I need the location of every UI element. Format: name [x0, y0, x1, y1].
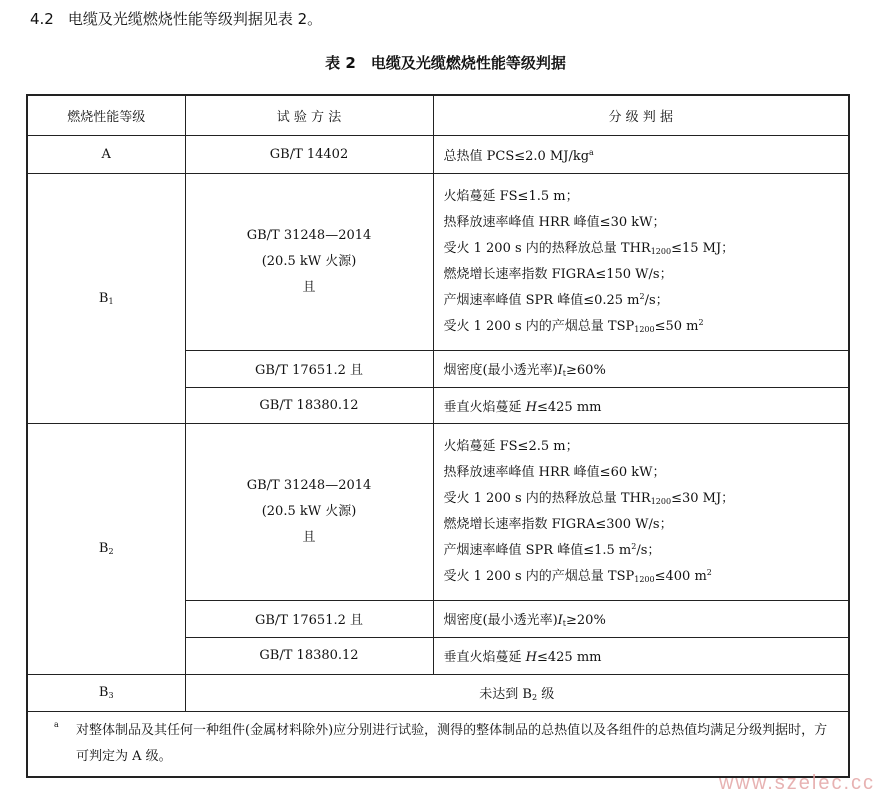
- table-caption: 表 2 电缆及光缆燃烧性能等级判据: [325, 54, 566, 72]
- criterion-b1-smoke: 烟密度(最小透光率)$I_t\ge 60\%$: [433, 350, 849, 387]
- criterion-line: 火焰蔓延 FS≤2.5 m；: [443, 438, 579, 454]
- criterion-b2-vertical: 垂直火焰蔓延 H≤425 mm: [433, 637, 849, 674]
- header-row: [27, 95, 849, 135]
- section-number: 4.2: [30, 10, 54, 28]
- grade-b1: $B_1$: [27, 173, 185, 423]
- criterion-line: 受火 1 200 s 内的热释放总量 $THR_{1200}\le 15$ MJ；: [443, 240, 735, 256]
- criteria-b2: [433, 423, 849, 600]
- method-b1: GB/T 31248—2014 (20.5 kW 火源) 且: [185, 173, 433, 350]
- criterion-line: 产烟速率峰值 SPR 峰值≤1.5 $m^2/s$；: [443, 541, 661, 558]
- criterion-line: 受火 1 200 s 内的热释放总量 $THR_{1200}\le 30$ MJ；: [443, 490, 735, 506]
- footnote-ref: a: [589, 147, 594, 157]
- footnote-text: 对整体制品及其任何一种组件(金属材料除外)应分别进行试验，测得的整体制品的总热值以及各组件的总热值均满足分级判据时，方可判定为 A 级。: [76, 722, 828, 764]
- row-b2-main: [27, 423, 849, 600]
- grade-b2: $B_2$: [27, 423, 185, 674]
- row-a: [27, 135, 849, 173]
- grade-a: A: [27, 135, 185, 173]
- footnote-mark: a: [54, 719, 59, 729]
- criterion-line: 热释放速率峰值 HRR 峰值≤30 kW；: [443, 214, 666, 230]
- criterion-b2-smoke: 烟密度(最小透光率)$I_t\ge 20\%$: [433, 600, 849, 637]
- row-b1-main: [27, 173, 849, 350]
- watermark: www.szelec.cc: [718, 772, 875, 794]
- criterion-line: 热释放速率峰值 HRR 峰值≤60 kW；: [443, 464, 666, 480]
- criterion-line: 燃烧增长速率指数 FIGRA≤150 W/s；: [443, 266, 673, 282]
- header-method: 试 验 方 法: [185, 95, 433, 135]
- criterion-line: 受火 1 200 s 内的产烟总量 $TSP_{1200}\le 50$ $m^2$: [443, 317, 704, 334]
- criterion-a: 总热值 PCS≤2.0 $MJ/kg^a$: [433, 135, 849, 173]
- intro-text: 电缆及光缆燃烧性能等级判据见表 2。: [67, 10, 323, 28]
- criterion-b3: 未达到 $B_2$ 级: [185, 674, 849, 711]
- criterion-line: 燃烧增长速率指数 FIGRA≤300 W/s；: [443, 516, 673, 532]
- intro-line: [30, 8, 322, 29]
- footnote: [27, 711, 849, 777]
- header-grade: 燃烧性能等级: [27, 95, 185, 135]
- method-b2-vertical: GB/T 18380.12: [185, 637, 433, 674]
- footnote-row: [27, 711, 849, 777]
- grade-b3: $B_3$: [27, 674, 185, 711]
- method-b1-smoke: GB/T 17651.2 且: [185, 350, 433, 387]
- criterion-line: 受火 1 200 s 内的产烟总量 $TSP_{1200}\le 400$ $m^2$: [443, 567, 712, 584]
- method-a: GB/T 14402: [185, 135, 433, 173]
- header-criteria: 分 级 判 据: [433, 95, 849, 135]
- row-b3: [27, 674, 849, 711]
- criterion-line: 产烟速率峰值 SPR 峰值≤0.25 $m^2/s$；: [443, 291, 669, 308]
- criterion-line: 火焰蔓延 FS≤1.5 m；: [443, 188, 579, 204]
- method-b2-smoke: GB/T 17651.2 且: [185, 600, 433, 637]
- method-b2: GB/T 31248—2014 (20.5 kW 火源) 且: [185, 423, 433, 600]
- criterion-b1-vertical: 垂直火焰蔓延 H≤425 mm: [433, 387, 849, 423]
- criteria-b1: [433, 173, 849, 350]
- grade-table: [26, 94, 850, 778]
- method-b1-vertical: GB/T 18380.12: [185, 387, 433, 423]
